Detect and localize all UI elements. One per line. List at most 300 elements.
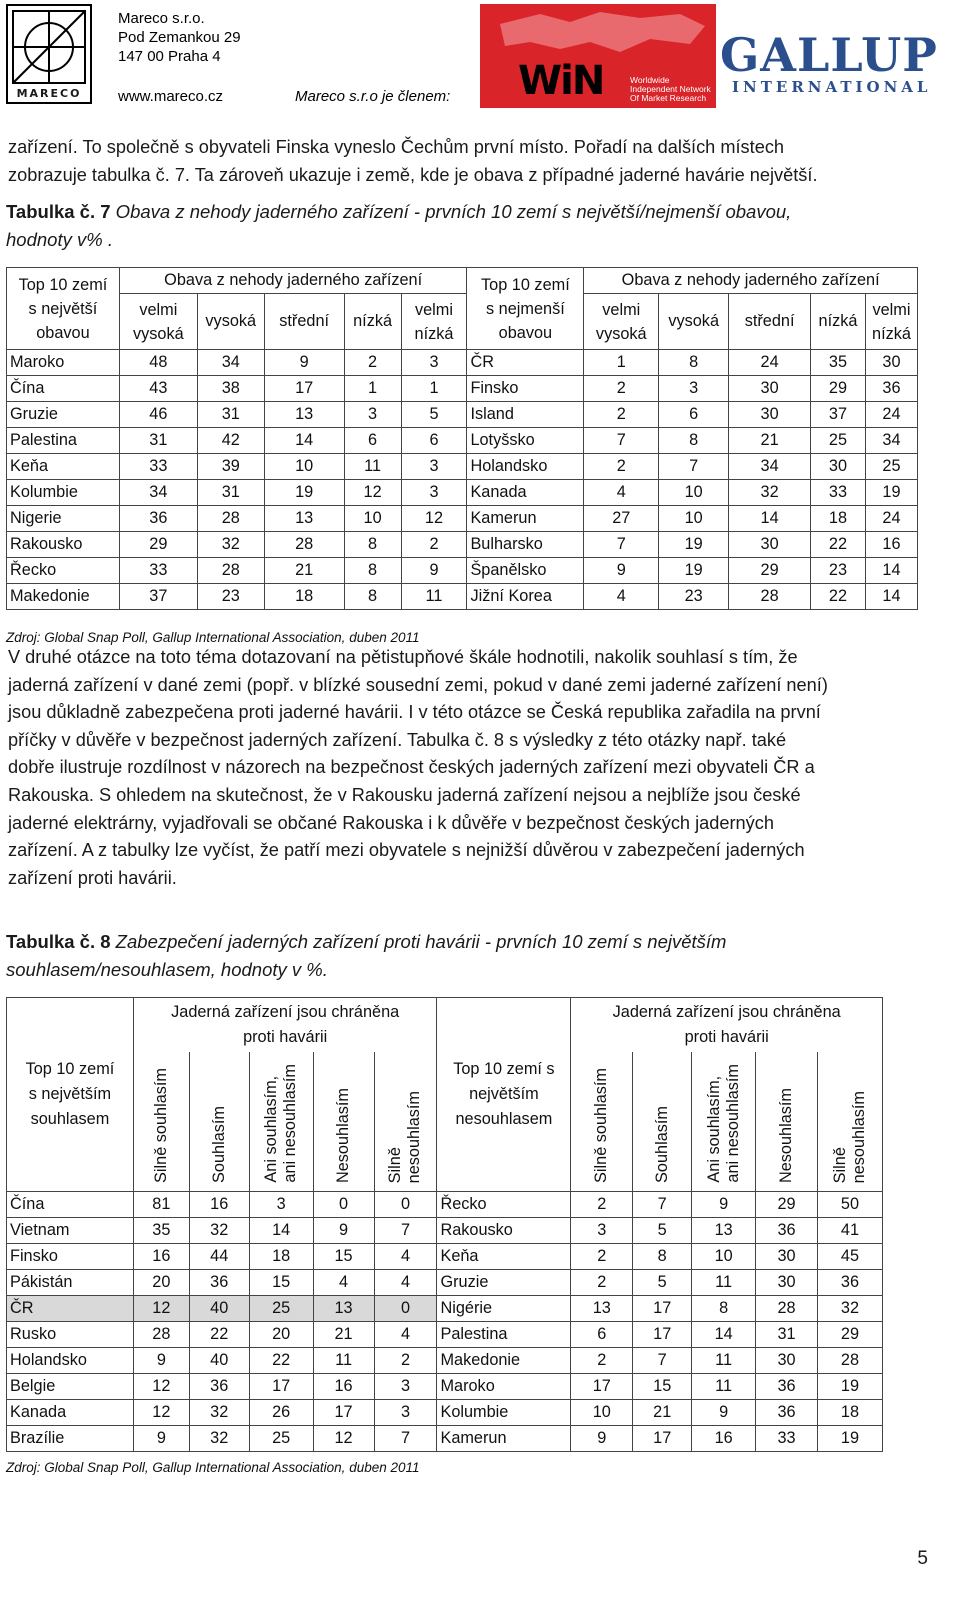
value-cell: 18: [817, 1400, 882, 1426]
value-cell: 24: [729, 350, 811, 376]
header-line: velmi: [872, 300, 911, 319]
country-cell: Finsko: [7, 1244, 134, 1270]
value-cell: 2: [584, 376, 659, 402]
table7-caption-line-2: hodnoty v% .: [6, 229, 113, 250]
country-cell: Bulharsko: [467, 532, 584, 558]
value-cell: 18: [811, 506, 866, 532]
table-row: [7, 402, 918, 428]
value-cell: 30: [756, 1270, 818, 1296]
value-cell: 4: [374, 1322, 437, 1348]
col-velmi-nizka: [865, 294, 917, 350]
table8-body: [7, 1192, 883, 1452]
mareco-logo: [6, 4, 92, 104]
value-cell: 27: [584, 506, 659, 532]
header-line: Top 10 zemí: [481, 275, 570, 294]
value-cell: 22: [249, 1348, 313, 1374]
table-row: [7, 1374, 883, 1400]
value-cell: 21: [313, 1322, 374, 1348]
value-cell: 19: [659, 532, 729, 558]
value-cell: 11: [692, 1348, 756, 1374]
country-cell: Rakousko: [437, 1218, 571, 1244]
header-line: velmi: [414, 300, 453, 319]
value-cell: 36: [189, 1270, 249, 1296]
value-cell: 21: [633, 1400, 692, 1426]
value-cell: 24: [865, 506, 917, 532]
value-cell: 17: [571, 1374, 633, 1400]
value-cell: 33: [756, 1426, 818, 1452]
value-cell: 4: [374, 1244, 437, 1270]
table7-right-country-header: [467, 268, 584, 350]
value-cell: 19: [659, 558, 729, 584]
table-row: [7, 480, 918, 506]
table8-right-country-header: [437, 998, 571, 1192]
country-cell: Čína: [7, 1192, 134, 1218]
value-cell: 13: [571, 1296, 633, 1322]
value-cell: 12: [313, 1426, 374, 1452]
value-cell: 50: [817, 1192, 882, 1218]
value-cell: 10: [692, 1244, 756, 1270]
value-cell: 13: [264, 506, 344, 532]
paragraph-line: příčky v důvěře v bezpečnost jaderných zařízení. Tabulka č. 8 s výsledky z této otázky např. také: [8, 729, 787, 750]
country-cell: Kamerun: [437, 1426, 571, 1452]
value-cell: 32: [197, 532, 264, 558]
value-cell: 22: [189, 1322, 249, 1348]
table7-left-group-header: Obava z nehody jaderného zařízení: [119, 268, 467, 294]
value-cell: 48: [119, 350, 197, 376]
header-line: vysoká: [595, 324, 647, 343]
value-cell: 13: [313, 1296, 374, 1322]
value-cell: 8: [344, 558, 401, 584]
header-line: nesouhlasím: [849, 1090, 868, 1183]
value-cell: 37: [119, 584, 197, 610]
value-cell: 39: [197, 454, 264, 480]
value-cell: 11: [401, 584, 467, 610]
value-cell: 11: [344, 454, 401, 480]
value-cell: 0: [313, 1192, 374, 1218]
value-cell: 36: [189, 1374, 249, 1400]
value-cell: 3: [374, 1400, 437, 1426]
country-cell: Rusko: [7, 1322, 134, 1348]
value-cell: 21: [729, 428, 811, 454]
country-cell: Keňa: [7, 454, 120, 480]
col-vysoka: vysoká: [197, 294, 264, 350]
col-silne-souhlasim: [571, 1052, 633, 1192]
header-line: velmi: [602, 300, 641, 319]
value-cell: 25: [249, 1426, 313, 1452]
table-row: [7, 1400, 883, 1426]
value-cell: 31: [119, 428, 197, 454]
col-stredni: střední: [264, 294, 344, 350]
website-link[interactable]: www.mareco.cz: [118, 88, 224, 105]
value-cell: 1: [344, 376, 401, 402]
table-row: [7, 584, 918, 610]
table-row: [7, 350, 918, 376]
value-cell: 10: [571, 1400, 633, 1426]
country-cell: ČR: [467, 350, 584, 376]
header-line: Silně souhlasím: [151, 1068, 170, 1183]
company-name: Mareco s.r.o.: [118, 10, 205, 27]
header-line: s nejmenší: [486, 299, 565, 318]
country-cell: Makedonie: [437, 1348, 571, 1374]
value-cell: 3: [401, 480, 467, 506]
value-cell: 29: [729, 558, 811, 584]
table7-body: [7, 350, 918, 610]
country-cell: Maroko: [437, 1374, 571, 1400]
value-cell: 36: [865, 376, 917, 402]
col-velmi-vysoka: [119, 294, 197, 350]
value-cell: 29: [119, 532, 197, 558]
win-logo: [480, 4, 716, 108]
value-cell: 17: [313, 1400, 374, 1426]
country-cell: Kanada: [467, 480, 584, 506]
company-street: Pod Zemankou 29: [118, 29, 241, 46]
value-cell: 3: [344, 402, 401, 428]
value-cell: 9: [692, 1192, 756, 1218]
value-cell: 40: [189, 1348, 249, 1374]
value-cell: 30: [729, 402, 811, 428]
value-cell: 6: [401, 428, 467, 454]
col-velmi-vysoka: [584, 294, 659, 350]
value-cell: 34: [729, 454, 811, 480]
value-cell: 12: [133, 1400, 189, 1426]
value-cell: 19: [817, 1426, 882, 1452]
country-cell: Holandsko: [467, 454, 584, 480]
mareco-logo-mark-icon: [12, 10, 86, 84]
value-cell: 14: [249, 1218, 313, 1244]
header-line: obavou: [36, 323, 90, 342]
header-line: Nesouhlasím: [777, 1087, 796, 1183]
country-cell: Maroko: [7, 350, 120, 376]
value-cell: 31: [197, 480, 264, 506]
col-silne-nesouhlasim: [374, 1052, 437, 1192]
country-cell: Keňa: [437, 1244, 571, 1270]
country-cell: Kanada: [7, 1400, 134, 1426]
header-line: nesouhlasím: [405, 1090, 424, 1183]
table-row: [7, 376, 918, 402]
value-cell: 1: [584, 350, 659, 376]
value-cell: 25: [249, 1296, 313, 1322]
country-cell: ČR: [7, 1296, 134, 1322]
col-souhlasim: [189, 1052, 249, 1192]
header-line: Nesouhlasím: [334, 1087, 353, 1183]
value-cell: 33: [119, 454, 197, 480]
value-cell: 17: [633, 1426, 692, 1452]
value-cell: 7: [584, 532, 659, 558]
value-cell: 34: [119, 480, 197, 506]
country-cell: Holandsko: [7, 1348, 134, 1374]
table7-caption-label: Tabulka č. 7: [6, 201, 111, 222]
value-cell: 4: [584, 584, 659, 610]
value-cell: 2: [571, 1348, 633, 1374]
table-row: [7, 532, 918, 558]
value-cell: 12: [133, 1374, 189, 1400]
value-cell: 9: [133, 1348, 189, 1374]
value-cell: 0: [374, 1296, 437, 1322]
country-cell: Island: [467, 402, 584, 428]
paragraph-line: zařízení. A z tabulky lze vyčíst, že patří mezi obyvatele s nejnižší důvěrou v zabezpečení jaderných: [8, 840, 805, 861]
header-line: Silně: [830, 1146, 849, 1183]
value-cell: 8: [659, 428, 729, 454]
header-line: Silně: [386, 1146, 405, 1183]
paragraph-line: jaderné elektrárny, vyjadřovali se občané Rakouska i k důvěře v bezpečnost českých jaderných: [8, 812, 774, 833]
header-line: [262, 1064, 300, 1183]
mareco-wordmark: MARECO: [16, 87, 82, 100]
value-cell: 45: [817, 1244, 882, 1270]
value-cell: 32: [189, 1218, 249, 1244]
header-line: proti havárii: [243, 1027, 328, 1046]
value-cell: 9: [571, 1426, 633, 1452]
value-cell: 6: [344, 428, 401, 454]
header-line: Top 10 zemí: [25, 1060, 115, 1078]
value-cell: 3: [374, 1374, 437, 1400]
value-cell: 14: [729, 506, 811, 532]
value-cell: 3: [659, 376, 729, 402]
value-cell: 17: [633, 1296, 692, 1322]
header-line: [831, 1091, 869, 1183]
country-cell: Řecko: [7, 558, 120, 584]
intro-line-1: zařízení. To společně s obyvateli Finska vyneslo Čechům první místo. Pořadí na dalších místech: [8, 137, 785, 157]
value-cell: 9: [313, 1218, 374, 1244]
value-cell: 5: [633, 1218, 692, 1244]
country-cell: Rakousko: [7, 532, 120, 558]
table8-caption: [6, 928, 726, 956]
table-row: [7, 1426, 883, 1452]
value-cell: 10: [264, 454, 344, 480]
value-cell: 17: [249, 1374, 313, 1400]
value-cell: 10: [344, 506, 401, 532]
value-cell: 28: [264, 532, 344, 558]
value-cell: 3: [401, 454, 467, 480]
header-line: nízká: [872, 324, 911, 343]
country-cell: Kolumbie: [7, 480, 120, 506]
page-header: [0, 0, 960, 112]
table7-left-country-header: [7, 268, 120, 350]
col-stredni: střední: [729, 294, 811, 350]
paragraph-line: dobře ilustruje rozdílnost v názorech na bezpečnost českých jaderných zařízení mezi obyvateli ČR a: [8, 757, 815, 778]
table-row: [7, 1192, 883, 1218]
table8-left-group-header: [133, 998, 437, 1052]
value-cell: 29: [756, 1192, 818, 1218]
gallup-international-logo: [720, 28, 956, 100]
table-row: [7, 1270, 883, 1296]
table7-right-group-header: Obava z nehody jaderného zařízení: [584, 268, 918, 294]
value-cell: 29: [811, 376, 866, 402]
header-line: souhlasem: [30, 1110, 110, 1128]
col-nesouhlasim: [756, 1052, 818, 1192]
header-line: velmi: [139, 300, 178, 319]
value-cell: 38: [197, 376, 264, 402]
country-cell: Palestina: [437, 1322, 571, 1348]
value-cell: 11: [692, 1270, 756, 1296]
col-nizka: nízká: [811, 294, 866, 350]
value-cell: 1: [401, 376, 467, 402]
paragraph-line: zařízení proti havárii.: [8, 867, 177, 888]
value-cell: 8: [692, 1296, 756, 1322]
value-cell: 7: [633, 1192, 692, 1218]
value-cell: 12: [401, 506, 467, 532]
value-cell: 22: [811, 532, 866, 558]
value-cell: 81: [133, 1192, 189, 1218]
table8: [6, 997, 883, 1452]
col-silne-nesouhlasim: [817, 1052, 882, 1192]
value-cell: 5: [401, 402, 467, 428]
header-line: Ani souhlasím,: [262, 1076, 281, 1183]
col-velmi-nizka: [401, 294, 467, 350]
company-city: 147 00 Praha 4: [118, 48, 221, 65]
value-cell: 4: [313, 1270, 374, 1296]
table-row: [7, 1296, 883, 1322]
value-cell: 32: [189, 1426, 249, 1452]
table8-caption-text: Zabezpečení jaderných zařízení proti havárii - prvních 10 zemí s největším: [110, 931, 727, 952]
value-cell: 2: [584, 402, 659, 428]
header-line: ani nesouhlasím: [281, 1064, 300, 1183]
value-cell: 33: [811, 480, 866, 506]
header-line: Top 10 zemí s: [453, 1060, 555, 1078]
value-cell: 4: [584, 480, 659, 506]
value-cell: 17: [633, 1322, 692, 1348]
value-cell: 23: [811, 558, 866, 584]
value-cell: 14: [865, 584, 917, 610]
value-cell: 10: [659, 506, 729, 532]
header-line: Top 10 zemí: [18, 275, 108, 294]
table8-left-country-header: [7, 998, 134, 1192]
country-cell: Nigérie: [437, 1296, 571, 1322]
header-line: ani nesouhlasím: [723, 1064, 742, 1183]
value-cell: 7: [374, 1426, 437, 1452]
country-cell: Lotyšsko: [467, 428, 584, 454]
header-line: největším: [469, 1085, 539, 1103]
table7-source: Zdroj: Global Snap Poll, Gallup International Association, duben 2011: [6, 630, 420, 645]
value-cell: 28: [197, 506, 264, 532]
value-cell: 2: [401, 532, 467, 558]
value-cell: 2: [571, 1192, 633, 1218]
header-line: [705, 1064, 743, 1183]
col-nizka: nízká: [344, 294, 401, 350]
value-cell: 28: [197, 558, 264, 584]
member-text: Mareco s.r.o je členem:: [295, 88, 451, 105]
table-row: [7, 1218, 883, 1244]
value-cell: 21: [264, 558, 344, 584]
table-row: [7, 506, 918, 532]
value-cell: 14: [264, 428, 344, 454]
header-line: Ani souhlasím,: [704, 1076, 723, 1183]
country-cell: Gruzie: [437, 1270, 571, 1296]
gallup-subwordmark: INTERNATIONAL: [732, 78, 932, 96]
table8-caption-line-2: souhlasem/nesouhlasem, hodnoty v %.: [6, 959, 328, 980]
value-cell: 18: [264, 584, 344, 610]
table-row: [7, 454, 918, 480]
world-map-icon: [480, 4, 716, 64]
value-cell: 30: [756, 1348, 818, 1374]
table7-caption: [6, 198, 791, 226]
value-cell: 30: [811, 454, 866, 480]
country-cell: Kamerun: [467, 506, 584, 532]
value-cell: 15: [249, 1270, 313, 1296]
value-cell: 2: [584, 454, 659, 480]
value-cell: 5: [633, 1270, 692, 1296]
value-cell: 25: [811, 428, 866, 454]
value-cell: 22: [811, 584, 866, 610]
country-cell: Kolumbie: [437, 1400, 571, 1426]
value-cell: 26: [249, 1400, 313, 1426]
win-wordmark: WiN: [518, 58, 604, 104]
value-cell: 8: [659, 350, 729, 376]
value-cell: 32: [189, 1400, 249, 1426]
paragraph-line: jaderná zařízení v dané zemi (popř. v blízké sousední zemi, pokud v dané zemi jaderné zařízení není): [8, 674, 828, 695]
value-cell: 2: [344, 350, 401, 376]
col-vysoka: vysoká: [659, 294, 729, 350]
header-line: s největší: [28, 299, 98, 318]
paragraph-line: Rakouska. S ohledem na skutečnost, že v Rakousku jaderná zařízení nejsou a nejblíže jsou české: [8, 785, 801, 805]
col-ani-ani: [249, 1052, 313, 1192]
table-row: [7, 1348, 883, 1374]
value-cell: 37: [811, 402, 866, 428]
value-cell: 31: [197, 402, 264, 428]
country-cell: Jižní Korea: [467, 584, 584, 610]
value-cell: 0: [374, 1192, 437, 1218]
value-cell: 28: [729, 584, 811, 610]
country-cell: Vietnam: [7, 1218, 134, 1244]
table8-source: Zdroj: Global Snap Poll, Gallup International Association, duben 2011: [6, 1460, 420, 1475]
value-cell: 23: [659, 584, 729, 610]
value-cell: 6: [659, 402, 729, 428]
table8-caption-label: Tabulka č. 8: [6, 931, 111, 952]
header-line: Jaderná zařízení jsou chráněna: [612, 1002, 841, 1021]
value-cell: 35: [811, 350, 866, 376]
header-line: Souhlasím: [209, 1106, 228, 1183]
col-nesouhlasim: [313, 1052, 374, 1192]
value-cell: 12: [344, 480, 401, 506]
value-cell: 16: [313, 1374, 374, 1400]
value-cell: 36: [756, 1218, 818, 1244]
value-cell: 8: [344, 584, 401, 610]
value-cell: 30: [729, 532, 811, 558]
value-cell: 18: [249, 1244, 313, 1270]
header-line: Silně souhlasím: [592, 1068, 611, 1183]
header-line: s největším: [28, 1085, 112, 1103]
header-line: nízká: [414, 324, 454, 343]
value-cell: 9: [692, 1400, 756, 1426]
win-subtitle: Worldwide Independent Network Of Market Research: [630, 75, 711, 103]
table7-caption-text: Obava z nehody jaderného zařízení - prvních 10 zemí s největší/nejmenší obavou,: [110, 201, 792, 222]
value-cell: 11: [313, 1348, 374, 1374]
table8-right-group-header: [571, 998, 883, 1052]
header-line: obavou: [498, 323, 553, 342]
value-cell: 43: [119, 376, 197, 402]
header-line: nesouhlasem: [455, 1110, 553, 1128]
value-cell: 9: [401, 558, 467, 584]
table-row: [7, 428, 918, 454]
value-cell: 14: [692, 1322, 756, 1348]
value-cell: 2: [374, 1348, 437, 1374]
table-row: [7, 1322, 883, 1348]
value-cell: 34: [197, 350, 264, 376]
paragraph-line: jsou důkladně zabezpečena proti jaderné havárii. I v této otázce se Česká republika zařadila na první: [8, 702, 821, 723]
gallup-wordmark: GALLUP: [720, 28, 938, 82]
value-cell: 41: [817, 1218, 882, 1244]
country-cell: Čína: [7, 376, 120, 402]
value-cell: 16: [865, 532, 917, 558]
value-cell: 30: [729, 376, 811, 402]
value-cell: 7: [633, 1348, 692, 1374]
value-cell: 46: [119, 402, 197, 428]
value-cell: 3: [401, 350, 467, 376]
value-cell: 30: [756, 1244, 818, 1270]
col-silne-souhlasim: [133, 1052, 189, 1192]
value-cell: 44: [189, 1244, 249, 1270]
value-cell: 8: [633, 1244, 692, 1270]
value-cell: 35: [133, 1218, 189, 1244]
